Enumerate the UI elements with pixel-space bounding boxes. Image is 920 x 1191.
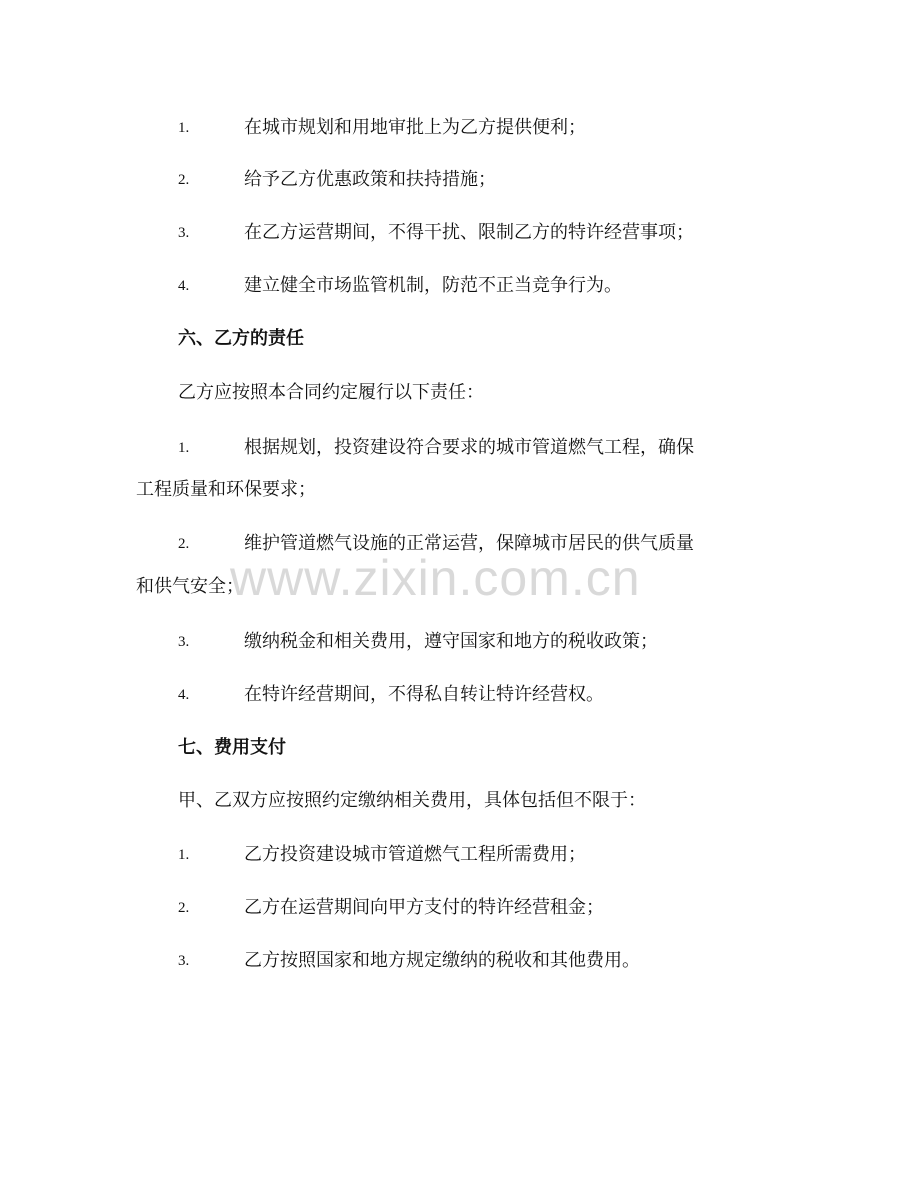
list-item-number: 2. [178,900,190,916]
list-item-number: 3. [178,225,190,241]
list-item-continuation: 和供气安全； [136,576,244,597]
list-item-text: 在乙方运营期间，不得干扰、限制乙方的特许经营事项； [244,222,694,243]
list-item-number: 4. [178,278,190,294]
section-heading: 七、费用支付 [178,737,286,758]
list-item-text: 建立健全市场监管机制，防范不正当竞争行为。 [244,275,622,296]
list-item-text: 缴纳税金和相关费用，遵守国家和地方的税收政策； [244,631,658,652]
list-item-number: 3. [178,953,190,969]
list-item-number: 1. [178,847,190,863]
section-intro: 甲、乙双方应按照约定缴纳相关费用，具体包括但不限于： [178,790,646,811]
list-item-text: 给予乙方优惠政策和扶持措施； [244,169,496,190]
section-intro: 乙方应按照本合同约定履行以下责任： [178,382,484,403]
list-item-text: 乙方按照国家和地方规定缴纳的税收和其他费用。 [244,950,640,971]
list-item-text: 根据规划，投资建设符合要求的城市管道燃气工程，确保 [244,437,694,458]
watermark: www.zixin.com.cn [230,550,641,606]
list-item-number: 3. [178,634,190,650]
list-item-text: 维护管道燃气设施的正常运营，保障城市居民的供气质量 [244,533,694,554]
list-item-number: 2. [178,172,190,188]
list-item-text: 乙方投资建设城市管道燃气工程所需费用； [244,844,586,865]
list-item-continuation: 工程质量和环保要求； [136,479,316,500]
list-item-number: 2. [178,536,190,552]
list-item-number: 1. [178,440,190,456]
list-item-text: 在城市规划和用地审批上为乙方提供便利； [244,117,586,138]
list-item-number: 4. [178,687,190,703]
list-item-text: 在特许经营期间，不得私自转让特许经营权。 [244,684,604,705]
section-heading: 六、乙方的责任 [178,328,304,349]
list-item-text: 乙方在运营期间向甲方支付的特许经营租金； [244,897,604,918]
list-item-number: 1. [178,120,190,136]
